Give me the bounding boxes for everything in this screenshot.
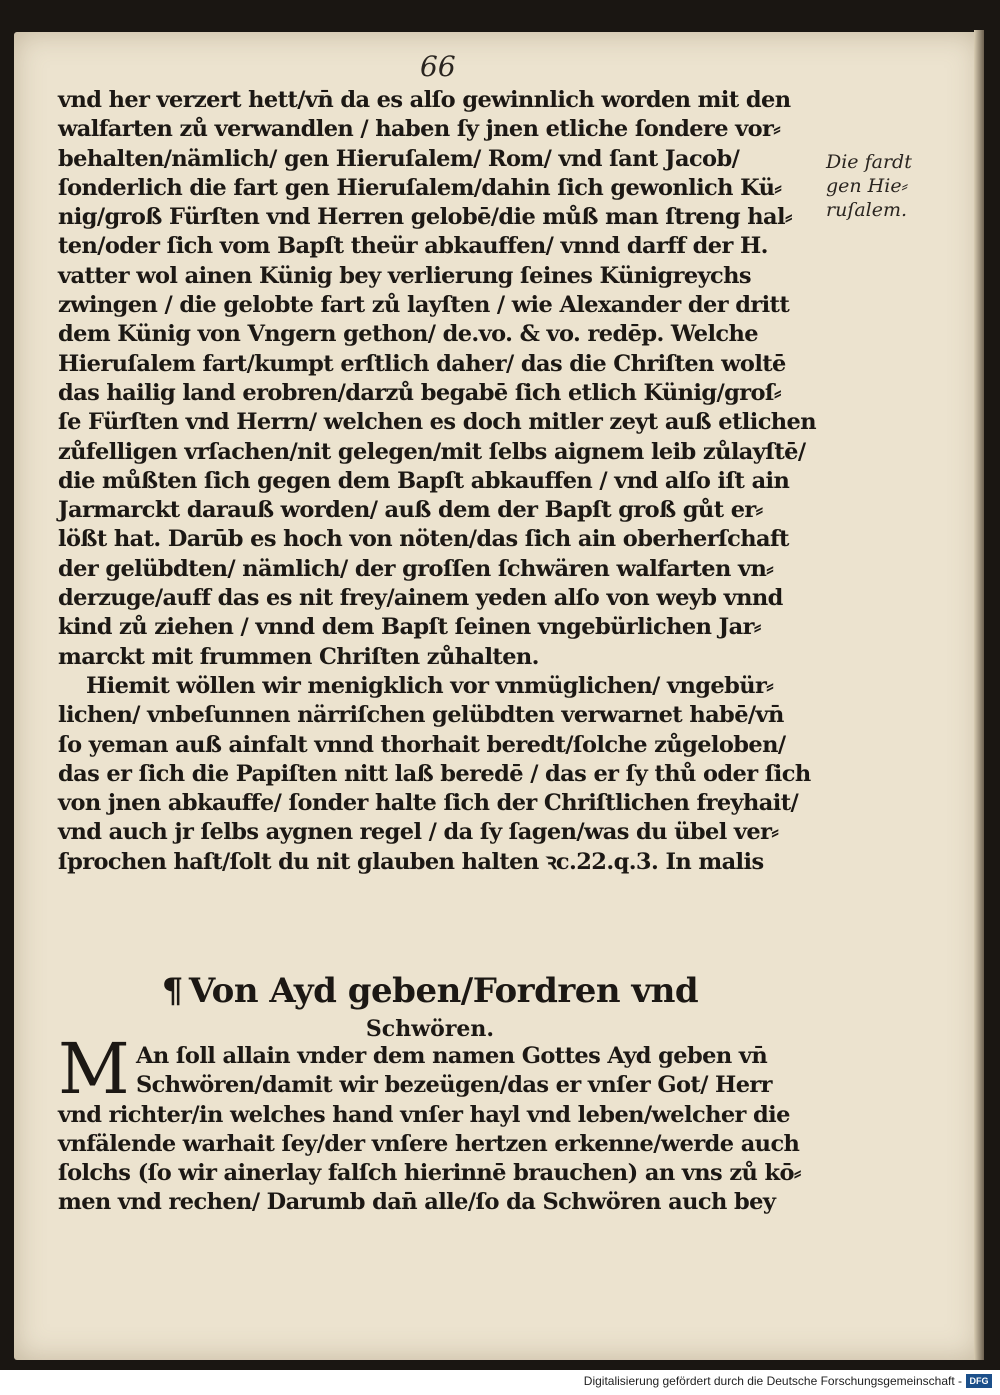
text-line: Jarmarckt darauß worden/ auß dem der Bapſt groß gůt er⸗ [58,497,763,524]
section-title: Von Ayd geben/Fordren vnd [188,971,699,1011]
text-line: behalten/nämlich/ gen Hieruſalem/ Rom/ vnd ſant Jacob/ [58,145,740,172]
footer-credit: Digitalisierung gefördert durch die Deutsche Forschungsgemeinschaft - [583,1374,962,1388]
text-line: ſprochen haſt/ſolt du nit glauben halten ꝛc.22.q.3. In malis [58,848,764,875]
text-line: dem Künig von Vngern gethon/ de.vo. & vo. redēp. Welche [58,321,758,348]
text-line: An ſoll allain vnder dem namen Gottes Ayd geben vn̄ [136,1043,768,1069]
page-edge [974,30,984,1360]
text-line: men vnd rechen/ Darumb dan̄ alle/ſo da Schwören auch bey [58,1189,776,1216]
text-line: kind zů ziehen / vnnd dem Bapſt ſeinen vngebürlichen Jar⸗ [58,614,761,641]
text-line: die můßten ſich gegen dem Bapſt abkauffen / vnd alſo iſt ain [58,467,790,494]
text-line: ſolchs (ſo wir ainerlay falſch hierinnē brauchen) an vns zů kō⸗ [58,1160,801,1187]
margin-note-line: ruſalem. [826,199,908,221]
section-subtitle: Schwören. [365,1016,495,1042]
text-line: der gelübdten/ nämlich/ der groſſen ſchwären walfarten vn⸗ [58,555,774,582]
text-line: vnd auch jr ſelbs aygnen regel / da ſy ſagen/was du übel ver⸗ [58,819,779,846]
text-line: zůfelligen vrſachen/nit gelegen/mit ſelbs aignem leib zůlayſtē/ [58,438,806,465]
text-line: vnd her verzert hett/vn̄ da es alſo gewinnlich worden mit den [58,87,791,113]
section-heading [150,970,710,1044]
text-line: Schwören/damit wir bezeügen/das er vnſer Got/ Herr [136,1072,772,1099]
margin-note [826,150,936,222]
text-line: walfarten zů verwandlen / haben ſy jnen etliche ſondere vor⸗ [58,116,781,143]
margin-note-line: Die fardt [826,151,912,173]
text-line: ſonderlich die fart gen Hieruſalem/dahin ſich gewonlich Kü⸗ [58,174,782,201]
dfg-logo: DFG [966,1374,992,1388]
text-line: zwingen / die gelobte fart zů layſten / wie Alexander der dritt [58,292,790,319]
text-line: von jnen abkauffe/ ſonder halte ſich der Chriſtlichen freyhait/ [58,790,799,817]
text-line: lößt hat. Darūb es hoch von nöten/das ſich ain oberherſchaft [58,526,789,553]
text-line: vnd richter/in welches hand vnſer hayl vnd leben/welcher die [58,1101,790,1128]
section-title-line [150,970,710,1012]
drop-cap: M [58,1028,130,1110]
pilcrow-icon: ¶ [161,971,183,1011]
text-line: das er ſich die Papiſten nitt laß beredē / das er ſy thů oder ſich [58,760,811,787]
text-line: Hiemit wöllen wir menigklich vor vnmüglichen/ vngebür⸗ [86,672,774,699]
text-line: nig/groß Fürſten vnd Herren gelobē/die můß man ſtreng hal⸗ [58,204,792,231]
margin-note-line: gen Hie⸗ [826,175,908,197]
text-line: marckt mit frummen Chriſten zůhalten. [58,643,539,670]
text-line: das hailig land erobren/darzů begabē ſich etlich Künig/groſ⸗ [58,379,781,406]
text-line: vatter wol ainen Künig bey verlierung ſeines Künigreychs [58,262,751,289]
text-line: ten/oder ſich vom Bapſt theür abkauffen/ vnnd darff der H. [58,233,768,260]
page-number: 66 [420,50,456,83]
section-text-block [58,1028,818,1218]
text-line: ſe Fürſten vnd Herrn/ welchen es doch mitler zeyt auß etlichen [58,409,817,436]
text-line: vnfälende warhait ſey/der vnſere hertzen erkenne/werde auch [58,1130,800,1157]
text-line: lichen/ vnbeſunnen närriſchen gelübdten verwarnet habē/vn̄ [58,702,784,729]
text-line: ſo yeman auß ainfalt vnnd thorhait beredt/ſolche zůgeloben/ [58,731,786,758]
text-line: Hieruſalem fart/kumpt erſtlich daher/ das die Chriſten woltē [58,350,786,377]
footer-bar [0,1370,1000,1395]
main-text-block [58,86,828,877]
text-line: derzuge/auff das es nit frey/ainem yeden alſo von weyb vnnd [58,585,783,612]
